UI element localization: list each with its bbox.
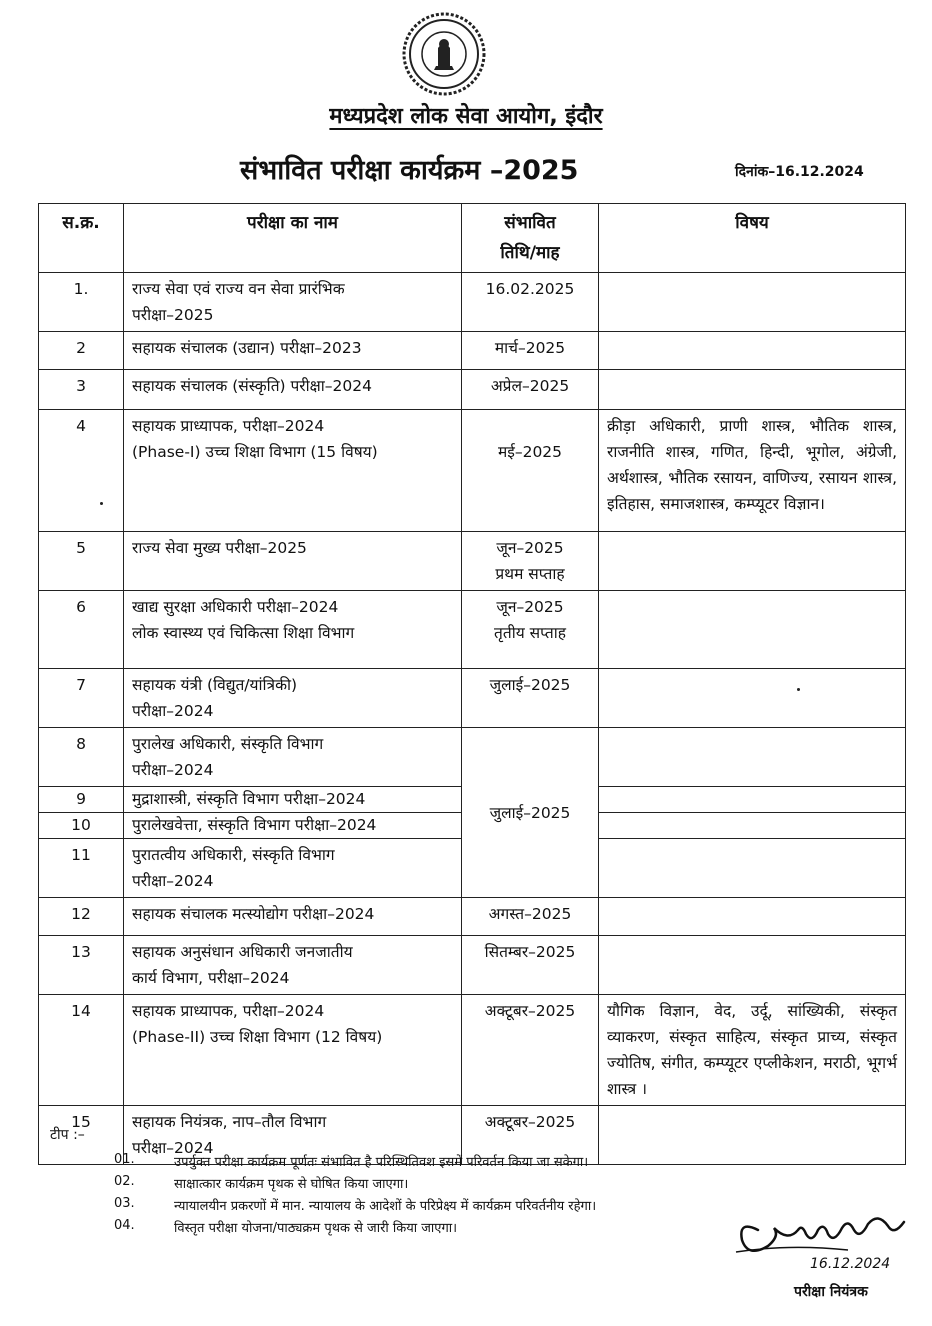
serial-cell: 4 xyxy=(39,410,124,532)
exam-name-cell xyxy=(124,839,462,898)
subject-cell xyxy=(599,813,906,839)
commission-seal xyxy=(402,12,486,96)
date-line: तृतीय सप्ताह xyxy=(494,624,566,642)
exam-name-line: सहायक यंत्री (विद्युत/यांत्रिकी) xyxy=(132,676,298,694)
exam-schedule-table xyxy=(38,203,906,1165)
exam-name-cell: सहायक संचालक मत्स्योद्योग परीक्षा–2024 xyxy=(124,898,462,936)
signature-date: 16.12.2024 xyxy=(810,1256,891,1272)
exam-name-cell xyxy=(124,591,462,669)
serial-cell: 1. xyxy=(39,273,124,332)
serial-cell: 10 xyxy=(39,813,124,839)
table-row xyxy=(39,669,906,728)
note-item xyxy=(50,1196,597,1218)
note-text: विस्तृत परीक्षा योजना/पाठ्यक्रम पृथक से जारी किया जाएगा। xyxy=(174,1221,458,1236)
exam-name-cell xyxy=(124,669,462,728)
exam-name-cell: राज्य सेवा मुख्य परीक्षा–2025 xyxy=(124,532,462,591)
date-cell xyxy=(462,532,599,591)
date-cell: मई–2025 xyxy=(462,410,599,532)
table-row xyxy=(39,898,906,936)
subject-cell xyxy=(599,332,906,370)
serial-cell: 15 xyxy=(39,1106,124,1165)
subject-cell xyxy=(599,898,906,936)
date-cell-merged: जुलाई–2025 xyxy=(462,728,599,898)
note-text: न्यायालयीन प्रकरणों में मान. न्यायालय के आदेशों के परिप्रेक्ष्य में कार्यक्रम परिवर्तनीय रहेगा। xyxy=(174,1199,597,1214)
exam-name-cell xyxy=(124,273,462,332)
table-row xyxy=(39,728,906,787)
exam-name-line: राज्य सेवा एवं राज्य वन सेवा प्रारंभिक xyxy=(132,280,345,298)
document-title: संभावित परीक्षा कार्यक्रम –2025 xyxy=(240,155,579,186)
exam-name-line: पुरातत्वीय अधिकारी, संस्कृति विभाग xyxy=(132,846,335,864)
date-cell: जुलाई–2025 xyxy=(462,669,599,728)
organization-name: मध्यप्रदेश लोक सेवा आयोग, इंदौर xyxy=(329,104,603,129)
subject-cell xyxy=(599,839,906,898)
header-exam-name: परीक्षा का नाम xyxy=(124,204,462,273)
exam-name-line: परीक्षा–2025 xyxy=(132,306,214,324)
note-text: उपर्युक्त परीक्षा कार्यक्रम पूर्णतः संभावित है परिस्थितिवश इसमें परिवर्तन किया जा सकेगा। xyxy=(174,1155,589,1170)
note-item xyxy=(50,1152,589,1174)
exam-name-line: (Phase-I) उच्च शिक्षा विभाग (15 विषय) xyxy=(132,443,378,461)
table-row xyxy=(39,273,906,332)
subject-cell xyxy=(599,370,906,410)
table-row xyxy=(39,532,906,591)
date-cell: सितम्बर–2025 xyxy=(462,936,599,995)
subject-cell xyxy=(599,936,906,995)
exam-name-line: कार्य विभाग, परीक्षा–2024 xyxy=(132,969,290,987)
header-date-line2: तिथि/माह xyxy=(500,243,560,263)
subject-cell xyxy=(599,1106,906,1165)
date-line: जून–2025 xyxy=(496,598,564,616)
stray-mark xyxy=(797,688,800,691)
table-row xyxy=(39,370,906,410)
table-row xyxy=(39,995,906,1106)
exam-name-line: परीक्षा–2024 xyxy=(132,1139,214,1157)
exam-name-line: खाद्य सुरक्षा अधिकारी परीक्षा–2024 xyxy=(132,598,339,616)
header-date-line1: संभावित xyxy=(504,213,556,233)
serial-cell: 2 xyxy=(39,332,124,370)
serial-cell: 5 xyxy=(39,532,124,591)
note-number: 02. xyxy=(114,1174,135,1189)
date-line: प्रथम सप्ताह xyxy=(495,565,565,583)
note-text: साक्षात्कार कार्यक्रम पृथक से घोषित किया जाएगा। xyxy=(174,1177,409,1192)
exam-name-line: परीक्षा–2024 xyxy=(132,872,214,890)
subject-cell: क्रीड़ा अधिकारी, प्राणी शास्त्र, भौतिक शास्त्र, राजनीति शास्त्र, गणित, हिन्दी, भूगोल, अंग्रेजी, अर्थशास्त्र, भौतिक रसायन, वाणिज्य, रसायन शास्त्र, इतिहास, समाजशास्त्र, कम्प्यूटर विज्ञान। xyxy=(599,410,906,532)
date-cell: अक्टूबर–2025 xyxy=(462,1106,599,1165)
note-item xyxy=(50,1174,409,1196)
date-cell: अक्टूबर–2025 xyxy=(462,995,599,1106)
serial-cell: 12 xyxy=(39,898,124,936)
date-cell xyxy=(462,591,599,669)
subject-cell xyxy=(599,787,906,813)
exam-name-line: सहायक नियंत्रक, नाप–तौल विभाग xyxy=(132,1113,327,1131)
exam-name-cell xyxy=(124,995,462,1106)
exam-name-line: परीक्षा–2024 xyxy=(132,761,214,779)
date-cell: अप्रेल–2025 xyxy=(462,370,599,410)
note-number: 04. xyxy=(114,1218,135,1233)
serial-cell: 14 xyxy=(39,995,124,1106)
exam-name-cell: सहायक संचालक (उद्यान) परीक्षा–2023 xyxy=(124,332,462,370)
exam-name-line: (Phase-II) उच्च शिक्षा विभाग (12 विषय) xyxy=(132,1028,383,1046)
header-date xyxy=(462,204,599,273)
date-cell: मार्च–2025 xyxy=(462,332,599,370)
table-row xyxy=(39,936,906,995)
exam-name-line: परीक्षा–2024 xyxy=(132,702,214,720)
date-cell: 16.02.2025 xyxy=(462,273,599,332)
serial-cell: 13 xyxy=(39,936,124,995)
header-serial: स.क्र. xyxy=(39,204,124,273)
note-number: 03. xyxy=(114,1196,135,1211)
exam-name-cell: सहायक संचालक (संस्कृति) परीक्षा–2024 xyxy=(124,370,462,410)
serial-cell: 11 xyxy=(39,839,124,898)
document-date: दिनांक–16.12.2024 xyxy=(735,164,864,180)
signatory-title: परीक्षा नियंत्रक xyxy=(794,1284,868,1300)
exam-name-line: सहायक अनुसंधान अधिकारी जनजातीय xyxy=(132,943,353,961)
table-header-row xyxy=(39,204,906,273)
note-number: 01. xyxy=(114,1152,135,1167)
serial-cell: 9 xyxy=(39,787,124,813)
note-item xyxy=(50,1218,458,1240)
notes-heading: टीप :– xyxy=(50,1127,85,1143)
exam-name-line: सहायक प्राध्यापक, परीक्षा–2024 xyxy=(132,1002,325,1020)
table-row xyxy=(39,332,906,370)
serial-cell: 6 xyxy=(39,591,124,669)
subject-cell xyxy=(599,728,906,787)
table-row xyxy=(39,591,906,669)
subject-cell xyxy=(599,273,906,332)
table-row xyxy=(39,410,906,532)
date-cell: अगस्त–2025 xyxy=(462,898,599,936)
exam-name-cell: पुरालेखवेत्ता, संस्कृति विभाग परीक्षा–2024 xyxy=(124,813,462,839)
serial-cell: 3 xyxy=(39,370,124,410)
subject-cell xyxy=(599,591,906,669)
stray-mark xyxy=(100,502,103,505)
subject-cell xyxy=(599,532,906,591)
serial-cell: 8 xyxy=(39,728,124,787)
subject-cell: यौगिक विज्ञान, वेद, उर्दू, सांख्यिकी, संस्कृत व्याकरण, संस्कृत साहित्य, संस्कृत प्राच्य, संस्कृत ज्योतिष, संगीत, कम्प्यूटर एप्लीकेशन, मराठी, भूगर्भ शास्त्र । xyxy=(599,995,906,1106)
exam-name-line: सहायक प्राध्यापक, परीक्षा–2024 xyxy=(132,417,325,435)
exam-name-line: पुरालेख अधिकारी, संस्कृति विभाग xyxy=(132,735,324,753)
subject-cell xyxy=(599,669,906,728)
handwritten-signature xyxy=(728,1200,918,1260)
exam-name-line: लोक स्वास्थ्य एवं चिकित्सा शिक्षा विभाग xyxy=(132,624,355,642)
serial-cell: 7 xyxy=(39,669,124,728)
exam-name-cell xyxy=(124,728,462,787)
date-line: जून–2025 xyxy=(496,539,564,557)
exam-name-cell xyxy=(124,410,462,532)
header-subject: विषय xyxy=(599,204,906,273)
exam-name-cell xyxy=(124,936,462,995)
exam-name-cell: मुद्राशास्त्री, संस्कृति विभाग परीक्षा–2024 xyxy=(124,787,462,813)
